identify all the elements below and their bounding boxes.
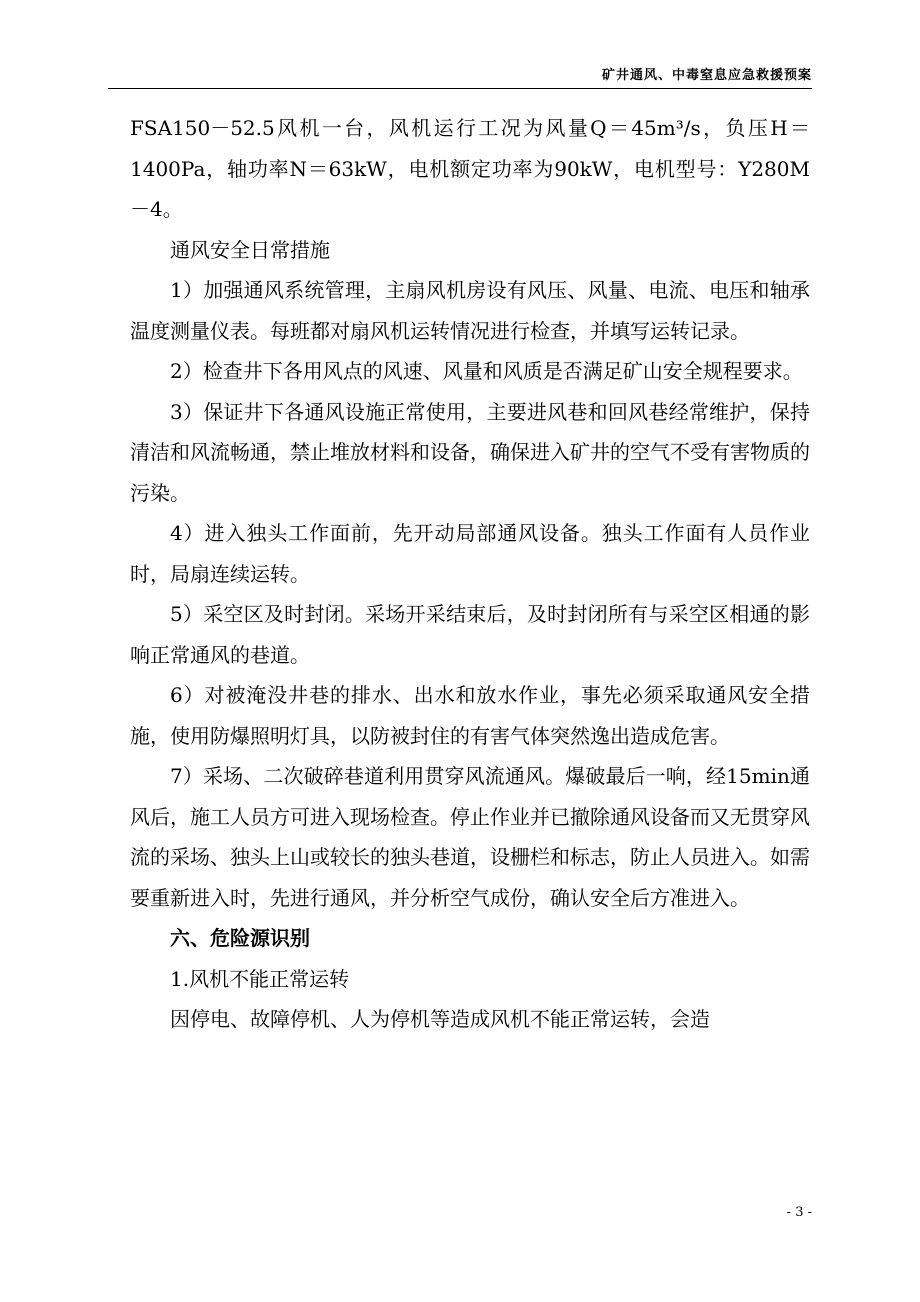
list-item: 2）检查井下各用风点的风速、风量和风质是否满足矿山安全规程要求。 <box>170 359 803 383</box>
chapter-heading: 六、危险源识别 <box>170 926 310 950</box>
section-title: 通风安全日常措施 <box>170 237 330 262</box>
list-item: 6）对被淹没井巷的排水、出水和放水作业，事先必须采取通风安全措施，使用防爆照明灯具，以防被封住的有害气体突然逸出造成危害。 <box>130 683 810 748</box>
document-body <box>130 108 810 1040</box>
header-rule <box>108 88 812 89</box>
intro-paragraph: FSA150－52.5风机一台，风机运行工况为风量Q＝45m³/s，负压H＝1400Pa，轴功率N＝63kW，电机额定功率为90kW，电机型号：Y280M－4。 <box>130 116 810 221</box>
page-number: - 3 - <box>786 1205 812 1220</box>
list-item: 1）加强通风系统管理，主扇风机房设有风压、风量、电流、电压和轴承温度测量仪表。每班都对扇风机运转情况进行检查，并填写运转记录。 <box>130 278 810 343</box>
running-header: 矿井通风、中毒窒息应急救援预案 <box>601 68 812 83</box>
subheading: 1.风机不能正常运转 <box>170 966 350 991</box>
closing-paragraph: 因停电、故障停机、人为停机等造成风机不能正常运转，会造 <box>170 1007 710 1031</box>
list-item: 5）采空区及时封闭。采场开采结束后，及时封闭所有与采空区相通的影响正常通风的巷道。 <box>130 602 810 667</box>
list-item: 4）进入独头工作面前，先开动局部通风设备。独头工作面有人员作业时，局扇连续运转。 <box>130 521 810 586</box>
list-item: 3）保证井下各通风设施正常使用，主要进风巷和回风巷经常维护，保持清洁和风流畅通，禁止堆放材料和设备，确保进入矿井的空气不受有害物质的污染。 <box>130 399 810 505</box>
list-item: 7）采场、二次破碎巷道利用贯穿风流通风。爆破最后一响，经15min通风后，施工人员方可进入现场检查。停止作业并已撤除通风设备而又无贯穿风流的采场、独头上山或较长的独头巷道，设栅栏和标志，防止人员进入。如需要重新进入时，先进行通风，并分析空气成份，确认安全后方准进入。 <box>130 764 810 910</box>
